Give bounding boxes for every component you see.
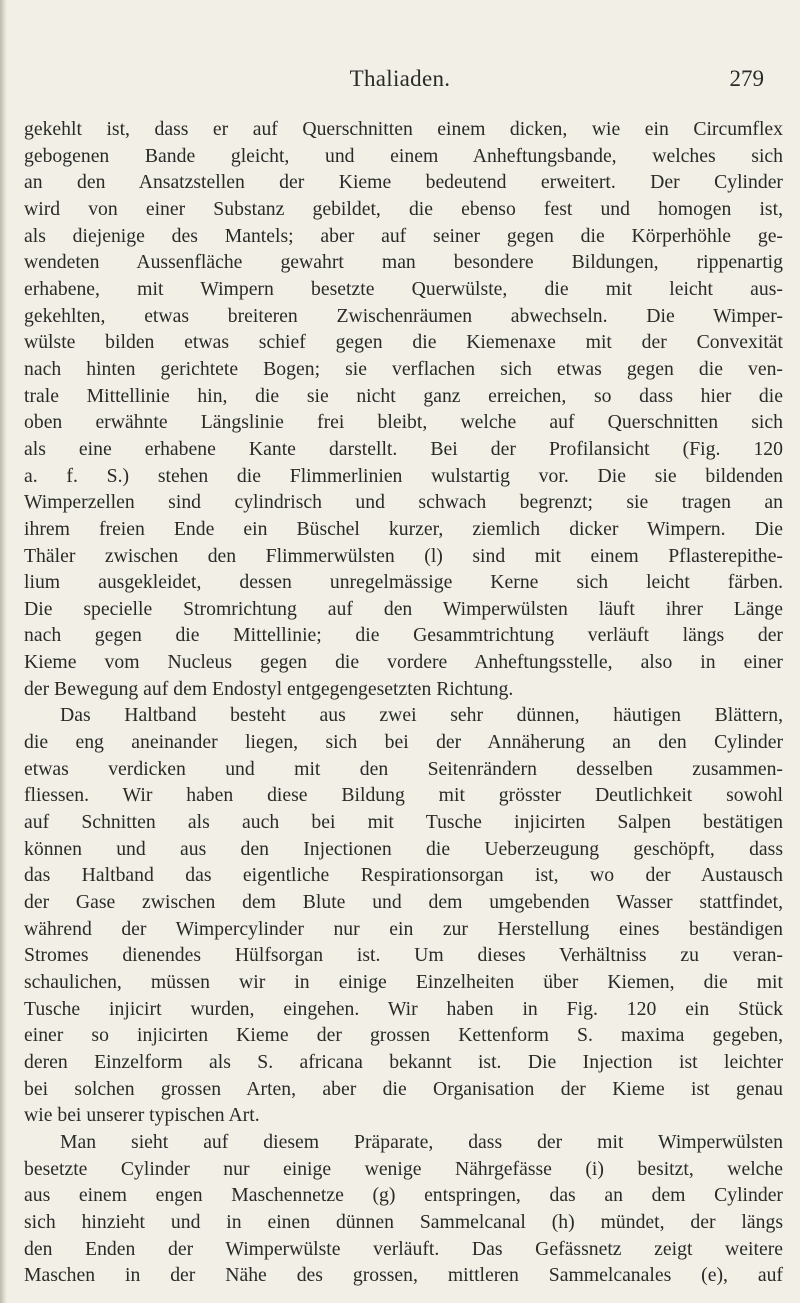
text-line: gekehlten, etwas breiteren Zwischenräumen abwechseln. Die Wimper- (24, 304, 783, 327)
text-line: als diejenige des Mantels; aber auf seiner gegen die Körperhöhle ge- (24, 224, 783, 247)
text-line: trale Mittellinie hin, die sie nicht ganz erreichen, so dass hier die (24, 384, 783, 407)
text-line: sich hinzieht und in einen dünnen Sammelcanal (h) mündet, der längs (24, 1210, 783, 1233)
text-line: Die specielle Stromrichtung auf den Wimperwülsten läuft ihrer Länge (24, 597, 783, 620)
page-number: 279 (729, 66, 764, 91)
text-line: besetzte Cylinder nur einige wenige Nährgefässe (i) besitzt, welche (24, 1157, 783, 1180)
text-line: deren Einzelform als S. africana bekannt ist. Die Injection ist leichter (24, 1050, 783, 1073)
text-line: gebogenen Bande gleicht, und einem Anheftungsbande, welches sich (24, 144, 783, 167)
text-line: Stromes dienendes Hülfsorgan ist. Um dieses Verhältniss zu veran- (24, 944, 783, 967)
text-line: Maschen in der Nähe des grossen, mittleren Sammelcanales (e), auf (24, 1264, 783, 1287)
text-line: den Enden der Wimperwülste verläuft. Das Gefässnetz zeigt weitere (24, 1237, 783, 1260)
text-line: fliessen. Wir haben diese Bildung mit grösster Deutlichkeit sowohl (24, 784, 783, 807)
running-title: Thaliaden. (349, 66, 451, 91)
text-line: Thäler zwischen den Flimmerwülsten (l) sind mit einem Pflasterepithe- (24, 544, 783, 567)
page-binding-edge (0, 0, 7, 1303)
text-line: wendeten Aussenfläche gewahrt man besondere Bildungen, rippenartig (24, 251, 783, 274)
text-line: einer so injicirten Kieme der grossen Kettenform S. maxima gegeben, (24, 1024, 783, 1047)
text-line: nach hinten gerichtete Bogen; sie verflachen sich etwas gegen die ven- (24, 357, 783, 380)
text-line: auf Schnitten als auch bei mit Tusche injicirten Salpen bestätigen (24, 811, 783, 834)
text-line: nach gegen die Mittellinie; die Gesammtrichtung verläuft längs der (24, 624, 783, 647)
text-line: wie bei unserer typischen Art. (24, 1104, 260, 1127)
text-line: während der Wimpercylinder nur ein zur Herstellung eines beständigen (24, 917, 783, 940)
text-line: an den Ansatzstellen der Kieme bedeutend erweitert. Der Cylinder (24, 171, 783, 194)
text-line: oben erwähnte Längslinie frei bleibt, welche auf Querschnitten sich (24, 411, 783, 434)
text-line: Kieme vom Nucleus gegen die vordere Anheftungsstelle, also in einer (24, 651, 783, 674)
text-line: erhabene, mit Wimpern besetzte Querwülste, die mit leicht aus- (24, 277, 783, 300)
text-line: können und aus den Injectionen die Ueberzeugung geschöpft, dass (24, 837, 783, 860)
text-line: Tusche injicirt wurden, eingehen. Wir haben in Fig. 120 ein Stück (24, 997, 783, 1020)
text-line: der Gase zwischen dem Blute und dem umgebenden Wasser stattfindet, (24, 891, 783, 914)
text-line: gekehlt ist, dass er auf Querschnitten einem dicken, wie ein Circumflex (24, 118, 783, 140)
text-line: wird von einer Substanz gebildet, die ebenso fest und homogen ist, (24, 197, 783, 220)
page-header (0, 66, 800, 100)
text-line: a. f. S.) stehen die Flimmerlinien wulstartig vor. Die sie bildenden (24, 464, 783, 487)
text-line: der Bewegung auf dem Endostyl entgegengesetzten Richtung. (24, 677, 514, 700)
text-line: das Haltband das eigentliche Respirationsorgan ist, wo der Austausch (24, 864, 783, 887)
text-line: die eng aneinander liegen, sich bei der Annäherung an den Cylinder (24, 731, 783, 754)
text-line: wülste bilden etwas schief gegen die Kiemenaxe mit der Convexität (24, 331, 783, 354)
text-line: aus einem engen Maschennetze (g) entspringen, das an dem Cylinder (24, 1184, 783, 1207)
text-line: lium ausgekleidet, dessen unregelmässige Kerne sich leicht färben. (24, 571, 783, 594)
text-line: schaulichen, müssen wir in einige Einzelheiten über Kiemen, die mit (24, 971, 783, 993)
text-line: Man sieht auf diesem Präparate, dass der mit Wimperwülsten (60, 1130, 783, 1153)
text-line: als eine erhabene Kante darstellt. Bei der Profilansicht (Fig. 120 (24, 437, 783, 460)
text-line: bei solchen grossen Arten, aber die Organisation der Kieme ist genau (24, 1077, 783, 1100)
text-line: Das Haltband besteht aus zwei sehr dünnen, häutigen Blättern, (60, 704, 783, 727)
text-line: ihrem freien Ende ein Büschel kurzer, ziemlich dicker Wimpern. Die (24, 517, 783, 540)
body-text (24, 116, 783, 1289)
text-line: Wimperzellen sind cylindrisch und schwach begrenzt; sie tragen an (24, 491, 783, 514)
text-line: etwas verdicken und mit den Seitenrändern desselben zusammen- (24, 757, 783, 780)
